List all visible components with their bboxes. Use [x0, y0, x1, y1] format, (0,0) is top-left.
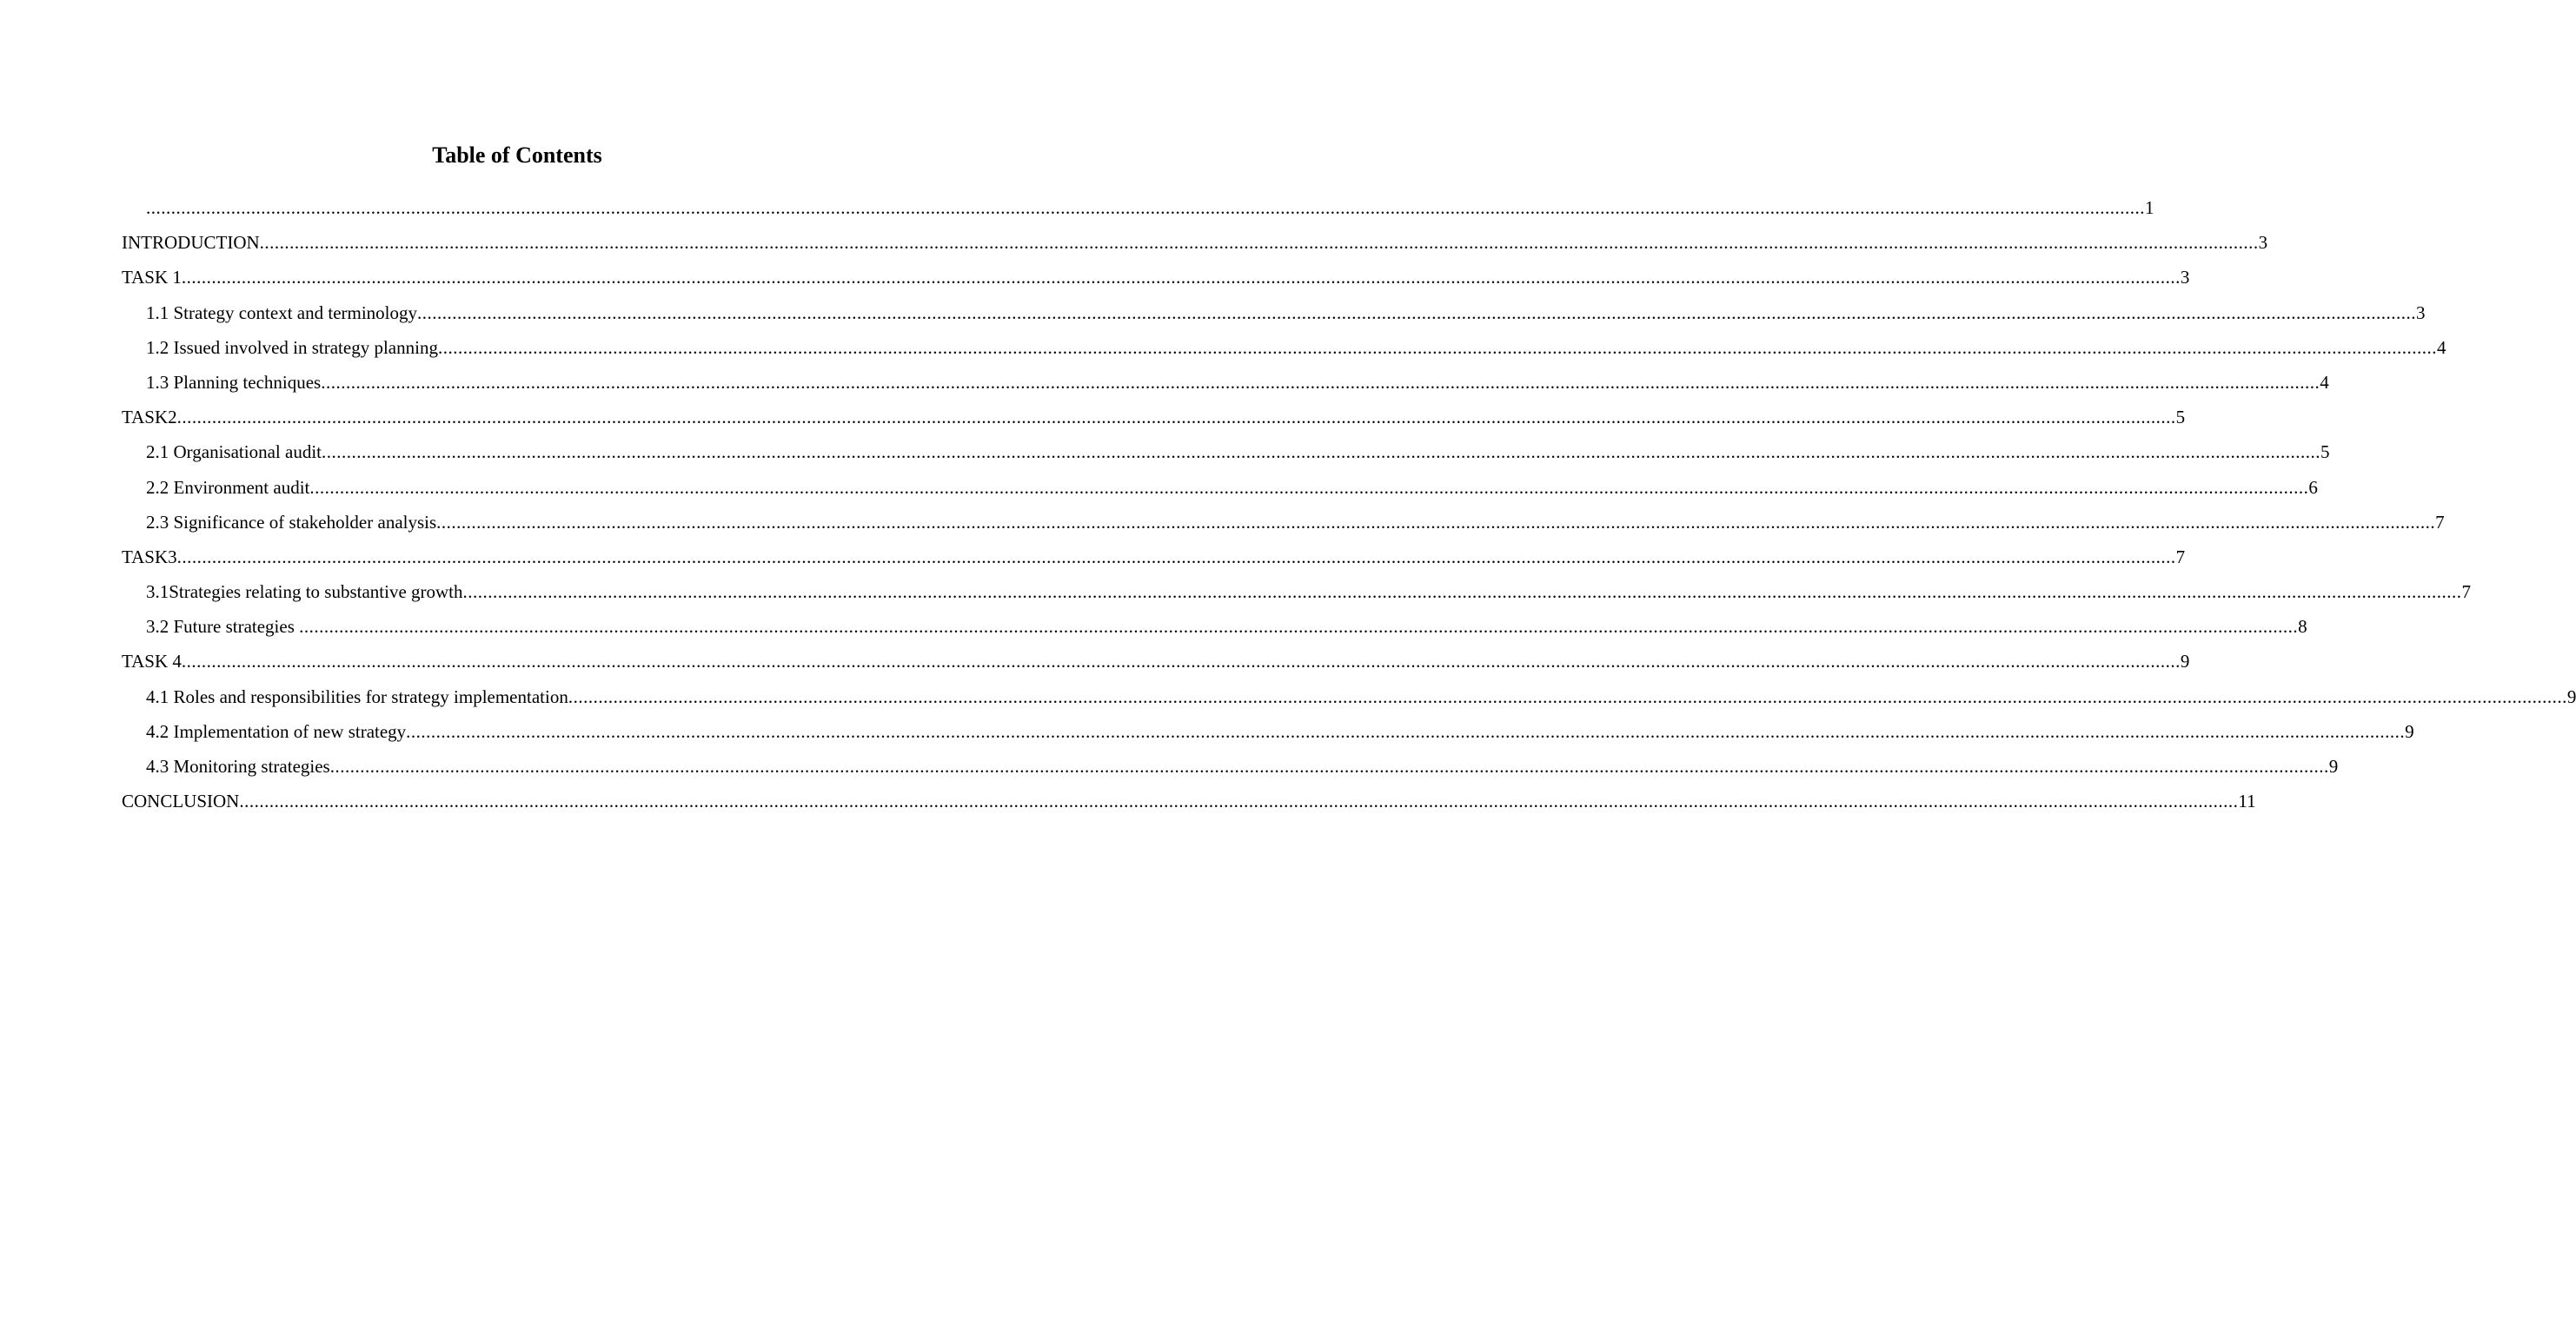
- toc-dot-leader: ................................................................................................................................................................................................................................................................................................................................................................................................................: [146, 197, 2145, 218]
- toc-entry-page-number: 6: [2308, 476, 2318, 498]
- toc-dot-leader: ................................................................................................................................................................................................................................................................................................................................................................................................................: [417, 301, 2417, 323]
- toc-entry-label: 1.1 Strategy context and terminology: [146, 301, 418, 323]
- toc-dot-leader: ................................................................................................................................................................................................................................................................................................................................................................................................................: [321, 371, 2320, 393]
- toc-entry-label: TASK 1: [122, 267, 182, 288]
- toc-entry-page-number: 7: [2461, 581, 2472, 603]
- toc-entry-page-number: 9: [2566, 686, 2576, 707]
- toc-entry-label: 4.2 Implementation of new strategy: [146, 720, 407, 742]
- toc-entry[interactable]: [146, 190, 2154, 225]
- toc-dot-leader: ................................................................................................................................................................................................................................................................................................................................................................................................................: [462, 581, 2462, 603]
- toc-dot-leader: ................................................................................................................................................................................................................................................................................................................................................................................................................: [181, 267, 2181, 288]
- toc-entry[interactable]: [122, 644, 2190, 679]
- toc-entry[interactable]: [146, 714, 2414, 749]
- toc-dot-leader: ................................................................................................................................................................................................................................................................................................................................................................................................................: [176, 546, 2176, 567]
- toc-entry-page-number: 3: [2258, 232, 2268, 254]
- toc-entry-label: 4.1 Roles and responsibilities for strategy implementation: [146, 686, 568, 707]
- toc-dot-leader: ................................................................................................................................................................................................................................................................................................................................................................................................................: [437, 336, 2437, 358]
- toc-entry[interactable]: [122, 225, 2268, 260]
- toc-entry-page-number: 8: [2298, 616, 2307, 638]
- toc-entry-label: TASK3: [122, 546, 177, 567]
- toc-entry-label: TASK2: [122, 407, 177, 428]
- toc-entry[interactable]: [122, 784, 2256, 818]
- toc-dot-leader: ................................................................................................................................................................................................................................................................................................................................................................................................................: [259, 232, 2259, 254]
- toc-entry[interactable]: [146, 434, 2330, 469]
- toc-list: [122, 190, 2576, 818]
- toc-entry-page-number: 9: [2180, 651, 2190, 672]
- toc-entry-label: 2.3 Significance of stakeholder analysis: [146, 511, 437, 533]
- toc-dot-leader: ................................................................................................................................................................................................................................................................................................................................................................................................................: [436, 511, 2436, 533]
- toc-entry[interactable]: [146, 295, 2426, 330]
- toc-entry[interactable]: [122, 260, 2190, 295]
- toc-entry-label: 1.2 Issued involved in strategy planning: [146, 336, 438, 358]
- toc-entry-page-number: 7: [2175, 546, 2186, 567]
- toc-entry-label: 2.1 Organisational audit: [146, 441, 322, 463]
- toc-entry[interactable]: [146, 470, 2318, 505]
- toc-entry[interactable]: [146, 574, 2472, 609]
- toc-entry-label: 3.1Strategies relating to substantive growth: [146, 581, 463, 603]
- toc-entry-label: INTRODUCTION: [122, 232, 260, 254]
- toc-entry-page-number: 1: [2145, 197, 2154, 218]
- toc-dot-leader: ................................................................................................................................................................................................................................................................................................................................................................................................................: [329, 756, 2329, 777]
- toc-entry-label: 1.3 Planning techniques: [146, 371, 322, 393]
- toc-dot-leader: ................................................................................................................................................................................................................................................................................................................................................................................................................: [181, 651, 2181, 672]
- toc-entry-page-number: 3: [2180, 267, 2190, 288]
- toc-entry[interactable]: [146, 365, 2329, 400]
- toc-entry[interactable]: [146, 679, 2576, 714]
- toc-entry-page-number: 9: [2328, 756, 2339, 777]
- toc-entry-label: TASK 4: [122, 651, 182, 672]
- toc-dot-leader: ................................................................................................................................................................................................................................................................................................................................................................................................................: [568, 686, 2567, 707]
- toc-entry-label: 3.2 Future strategies: [146, 616, 300, 638]
- toc-entry-page-number: 3: [2416, 301, 2426, 323]
- toc-entry-page-number: 5: [2320, 441, 2330, 463]
- toc-entry-page-number: 4: [2320, 371, 2329, 393]
- toc-entry[interactable]: [146, 609, 2307, 644]
- toc-dot-leader: ................................................................................................................................................................................................................................................................................................................................................................................................................: [322, 441, 2320, 463]
- toc-dot-leader: ................................................................................................................................................................................................................................................................................................................................................................................................................: [239, 791, 2239, 812]
- toc-entry-label: 4.3 Monitoring strategies: [146, 756, 330, 777]
- toc-dot-leader: ................................................................................................................................................................................................................................................................................................................................................................................................................: [176, 407, 2176, 428]
- toc-entry-page-number: 4: [2436, 336, 2447, 358]
- toc-entry-label: 2.2 Environment audit: [146, 476, 310, 498]
- toc-entry[interactable]: [146, 749, 2339, 784]
- toc-title: Table of Contents: [432, 142, 602, 168]
- toc-entry[interactable]: [122, 540, 2186, 574]
- toc-entry-page-number: 9: [2405, 720, 2414, 742]
- toc-entry-page-number: 7: [2435, 511, 2445, 533]
- toc-entry-page-number: 5: [2175, 407, 2186, 428]
- toc-dot-leader: ................................................................................................................................................................................................................................................................................................................................................................................................................: [406, 720, 2406, 742]
- toc-entry-label: CONCLUSION: [122, 791, 240, 812]
- toc-dot-leader: ................................................................................................................................................................................................................................................................................................................................................................................................................: [309, 476, 2309, 498]
- toc-entry[interactable]: [146, 505, 2445, 540]
- toc-entry[interactable]: [146, 330, 2447, 365]
- toc-dot-leader: ................................................................................................................................................................................................................................................................................................................................................................................................................: [299, 616, 2299, 638]
- toc-entry[interactable]: [122, 400, 2186, 434]
- toc-entry-page-number: 11: [2238, 791, 2256, 812]
